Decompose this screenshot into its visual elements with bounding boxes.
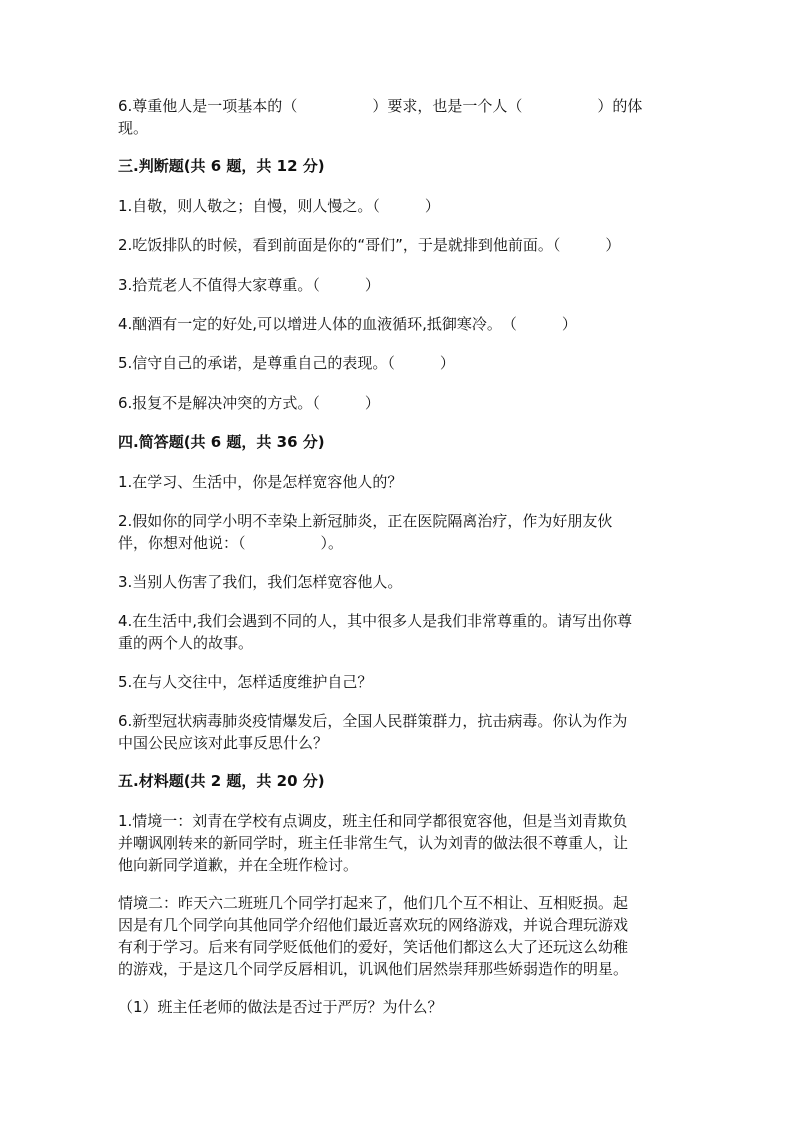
short-answer-6-line-1: 6.新型冠状病毒肺炎疫情爆发后，全国人民群策群力，抗击病毒。你认为作为 [118, 712, 628, 730]
question-6-line-2: 现。 [118, 119, 149, 137]
short-answer-2-line-1: 2.假如你的同学小明不幸染上新冠肺炎，正在医院隔离治疗，作为好朋友伙 [118, 512, 613, 530]
material-para-2-line-4: 的游戏，于是这几个同学反唇相讥，讥讽他们居然崇拜那些娇弱造作的明星。 [118, 960, 629, 978]
section-3-heading: 三.判断题(共 6 题，共 12 分) [118, 157, 325, 175]
judgement-item-6: 6.报复不是解决冲突的方式。（ ） [118, 394, 380, 412]
judgement-item-1: 1.自敬，则人敬之；自慢，则人慢之。（ ） [118, 197, 440, 215]
judgement-item-4: 4.酗酒有一定的好处,可以增进人体的血液循环,抵御寒冷。 （ ） [118, 315, 577, 333]
question-6-line-1: 6.尊重他人是一项基本的（ ）要求，也是一个人（ ）的体 [118, 97, 643, 115]
short-answer-1: 1.在学习、生活中，你是怎样宽容他人的？ [118, 473, 403, 491]
material-para-2-line-2: 因是有几个同学向其他同学介绍他们最近喜欢玩的网络游戏，并说合理玩游戏 [118, 916, 629, 934]
material-para-1-line-1: 1.情境一：刘青在学校有点调皮，班主任和同学都很宽容他，但是当刘青欺负 [118, 812, 628, 830]
material-para-2-line-3: 有利于学习。后来有同学贬低他们的爱好，笑话他们都这么大了还玩这么幼稚 [118, 938, 629, 956]
material-para-2-line-1: 情境二：昨天六二班班几个同学打起来了，他们几个互不相让、互相贬损。起 [118, 894, 629, 912]
judgement-item-2: 2.吃饭排队的时候，看到前面是你的“哥们”，于是就排到他前面。（ ） [118, 236, 621, 254]
short-answer-5: 5.在与人交往中，怎样适度维护自己？ [118, 673, 373, 691]
short-answer-4-line-1: 4.在生活中,我们会遇到不同的人，其中很多人是我们非常尊重的。请写出你尊 [118, 612, 633, 630]
material-para-1-line-2: 并嘲讽刚转来的新同学时，班主任非常生气，认为刘青的做法很不尊重人，让 [118, 834, 629, 852]
section-4-heading: 四.简答题(共 6 题，共 36 分) [118, 433, 325, 451]
short-answer-6-line-2: 中国公民应该对此事反思什么？ [118, 734, 329, 752]
material-para-1-line-3: 他向新同学道歉，并在全班作检讨。 [118, 856, 359, 874]
short-answer-3: 3.当别人伤害了我们，我们怎样宽容他人。 [118, 573, 403, 591]
section-5-heading: 五.材料题(共 2 题，共 20 分) [118, 772, 325, 790]
short-answer-2-line-2: 伴，你想对他说：（ ）。 [118, 534, 344, 552]
short-answer-4-line-2: 重的两个人的故事。 [118, 634, 254, 652]
material-sub-question-1: （1）班主任老师的做法是否过于严厉？为什么？ [118, 998, 443, 1016]
judgement-item-3: 3.拾荒老人不值得大家尊重。（ ） [118, 276, 380, 294]
judgement-item-5: 5.信守自己的承诺，是尊重自己的表现。（ ） [118, 354, 455, 372]
